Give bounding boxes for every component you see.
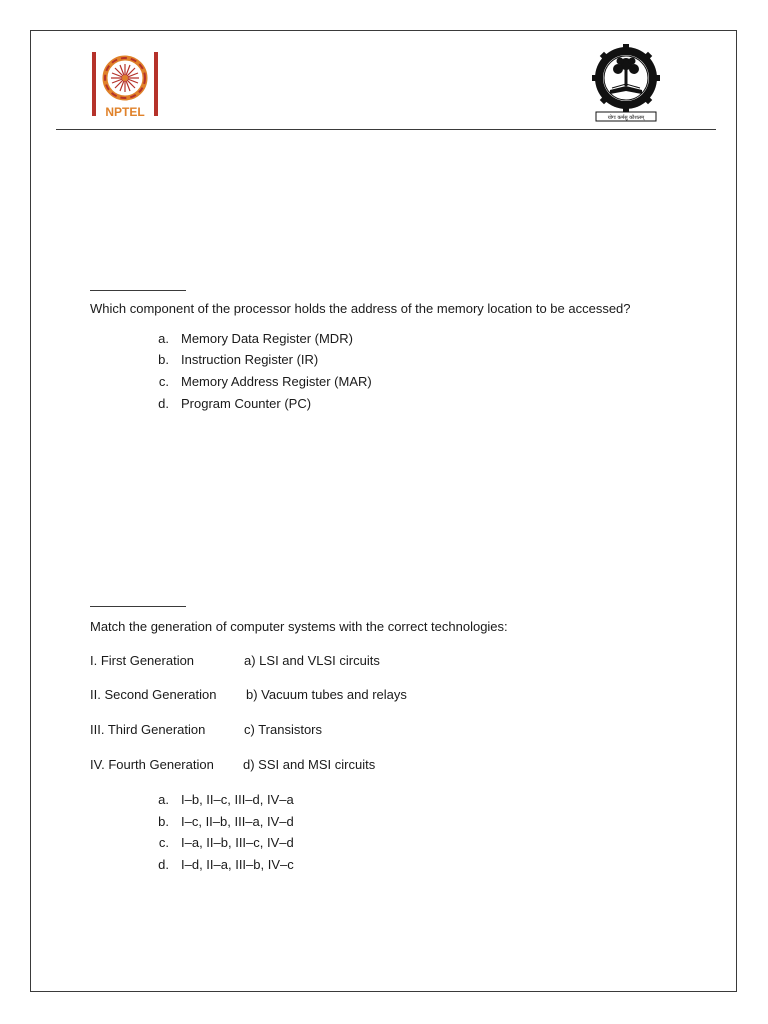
question-2-option-b-letter: b.	[158, 814, 169, 829]
nptel-logo	[90, 50, 160, 124]
match-left-4: IV. Fourth Generation	[90, 757, 214, 772]
question-2-option-b: I–c, II–b, III–a, IV–d	[181, 814, 294, 829]
question-2-option-c-letter: c.	[158, 835, 169, 850]
question-1-option-b-letter: b.	[158, 352, 169, 367]
question-2-option-c: I–a, II–b, III–c, IV–d	[181, 835, 294, 850]
match-right-2: b) Vacuum tubes and relays	[246, 687, 407, 702]
question-2-text: Match the generation of computer systems with the correct technologies:	[90, 619, 508, 634]
question-1-option-c-letter: c.	[158, 374, 169, 389]
question-1-option-d: Program Counter (PC)	[181, 396, 312, 411]
question-1-rule	[90, 290, 186, 291]
question-1-option-b: Instruction Register (IR)	[181, 352, 319, 367]
question-1-option-a: Memory Data Register (MDR)	[181, 331, 353, 346]
nptel-logo-text: NPTEL	[105, 105, 145, 119]
question-2-option-a: I–b, II–c, III–d, IV–a	[181, 792, 294, 807]
question-2-option-d: I–d, II–a, III–b, IV–c	[181, 857, 294, 872]
match-left-3: III. Third Generation	[90, 722, 206, 737]
iit-kharagpur-logo	[590, 44, 662, 124]
iit-logo-caption: योगः कर्मसु कौशलम्	[607, 115, 645, 121]
match-right-3: c) Transistors	[244, 722, 323, 737]
question-1-text: Which component of the processor holds the address of the memory location to be accessed?	[90, 301, 631, 316]
question-1-option-c: Memory Address Register (MAR)	[181, 374, 372, 389]
match-left-1: I. First Generation	[90, 653, 195, 668]
page-border	[30, 30, 737, 992]
question-2-rule	[90, 606, 186, 607]
match-right-4: d) SSI and MSI circuits	[243, 757, 376, 772]
question-1-option-d-letter: d.	[158, 396, 169, 411]
question-1-option-a-letter: a.	[158, 331, 169, 346]
match-right-1: a) LSI and VLSI circuits	[244, 653, 380, 668]
question-2-option-d-letter: d.	[158, 857, 169, 872]
match-left-2: II. Second Generation	[90, 687, 217, 702]
header-divider	[56, 129, 716, 130]
question-2-option-a-letter: a.	[158, 792, 169, 807]
